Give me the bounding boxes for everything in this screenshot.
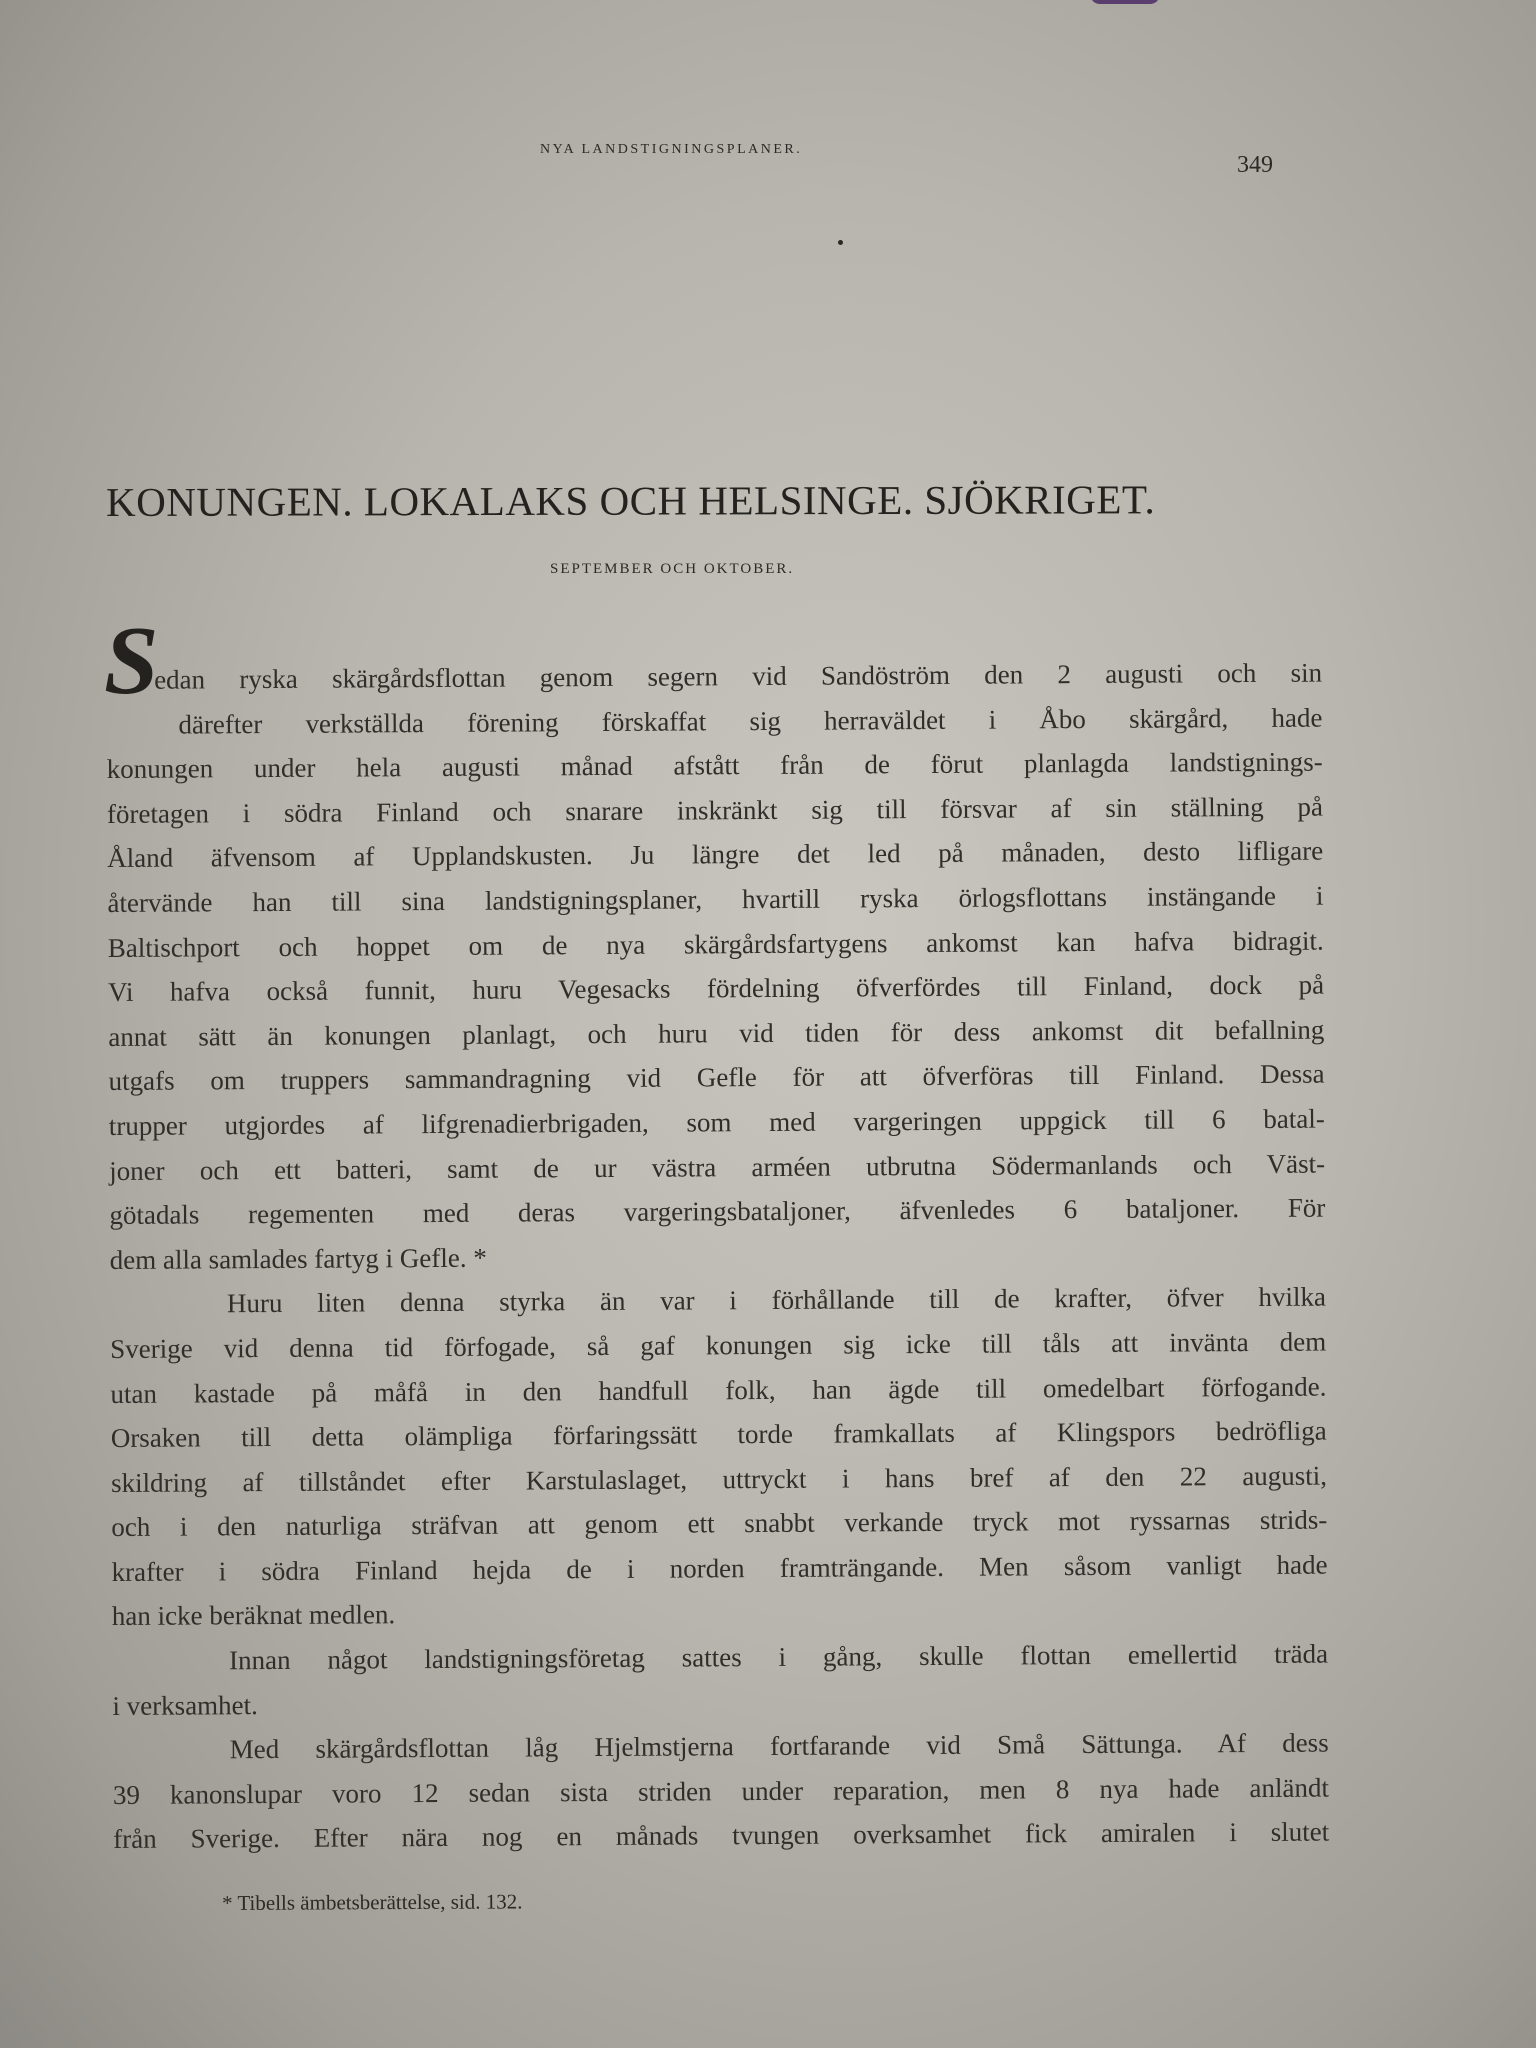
- body-line: därefter verkställda förening förskaffat sig herraväldet i Åbo skärgård, hade: [178, 702, 1323, 740]
- chapter-title: KONUNGEN. LOKALAKS OCH HELSINGE. SJÖKRIGET.: [106, 476, 1156, 525]
- body-line: Innan något landstigningsföretag sattes i gång, skulle flottan emellertid träda: [229, 1638, 1329, 1676]
- body-line: från Sverige. Efter nära nog en månads tvungen overksamhet fick amiralen i slutet: [113, 1816, 1330, 1855]
- chapter-subtitle: SEPTEMBER OCH OKTOBER.: [550, 561, 795, 577]
- body-line: företagen i södra Finland och snarare inskränkt sig till försvar af sin ställning på: [106, 791, 1324, 829]
- body-line: han icke beräknat medlen.: [111, 1599, 396, 1632]
- body-line: götadals regementen med deras vargeringsbataljoner, äfvenledes 6 bataljoner. För: [109, 1192, 1326, 1231]
- body-line: Orsaken till detta olämpliga förfaringssätt torde framkallats af Klingspors bedröfliga: [110, 1415, 1327, 1454]
- body-line: annat sätt än konungen planlagt, och huru vid tiden för dess ankomst dit befallning: [108, 1014, 1325, 1052]
- running-head: NYA LANDSTIGNINGSPLANER.: [540, 142, 803, 157]
- body-line: och i den naturliga sträfvan att genom ett snabbt verkande tryck mot ryssarnas strids-: [111, 1504, 1328, 1543]
- body-line: Med skärgårdsflottan låg Hjelmstjerna fortfarande vid Små Sättunga. Af dess: [229, 1727, 1329, 1765]
- body-line: joner och ett batteri, samt de ur västra arméen utbrutna Södermanlands och Väst-: [109, 1148, 1326, 1186]
- body-line: Vi hafva också funnit, huru Vegesacks fördelning öfverfördes till Finland, dock på: [107, 969, 1325, 1008]
- body-line: trupper utgjordes af lifgrenadierbrigaden, som med vargeringen uppgick till 6 batal-: [108, 1103, 1325, 1141]
- body-line: krafter i södra Finland hejda de i norden framträngande. Men såsom vanligt hade: [111, 1549, 1328, 1587]
- body-line: skildring af tillståndet efter Karstulaslaget, uttryckt i hans bref af den 22 augusti,: [110, 1460, 1328, 1498]
- body-line: Baltischport och hoppet om de nya skärgårdsfartygens ankomst kan hafva bidragit.: [107, 925, 1324, 963]
- body-line: 39 kanonslupar voro 12 sedan sista striden under reparation, men 8 nya hade anländt: [112, 1772, 1330, 1810]
- footnote: * Tibells ämbetsberättelse, sid. 132.: [222, 1889, 523, 1915]
- body-line: Åland äfvensom af Upplandskusten. Ju längre det led på månaden, desto lifligare: [107, 835, 1324, 874]
- ink-speck: [838, 240, 843, 245]
- body-line: utan kastade på måfå in den handfull folk, han ägde till omedelbart förfogande.: [110, 1371, 1327, 1409]
- body-line: Huru liten denna styrka än var i förhållande till de krafter, öfver hvilka: [226, 1281, 1327, 1319]
- body-line: edan ryska skärgårdsflottan genom segern vid Sandöström den 2 augusti och sin: [154, 657, 1323, 695]
- body-line: konungen under hela augusti månad afstått från de förut planlagda landstignings-: [106, 746, 1323, 785]
- body-line: utgafs om truppers sammandragning vid Gefle för att öfverföras till Finland. Dessa: [108, 1058, 1325, 1097]
- body-text: [106, 651, 1329, 1862]
- body-line: Sverige vid denna tid förfogade, så gaf konungen sig icke till tåls att invänta dem: [110, 1326, 1327, 1364]
- corner-mark: [1090, 0, 1160, 4]
- body-line: återvände han till sina landstigningsplaner, hvartill ryska örlogsflottans instängande i: [107, 880, 1324, 918]
- body-line: i verksamhet.: [112, 1689, 258, 1721]
- page-number: 349: [1237, 152, 1273, 178]
- drop-cap: S: [104, 607, 159, 715]
- body-line: dem alla samlades fartyg i Gefle. *: [109, 1242, 487, 1275]
